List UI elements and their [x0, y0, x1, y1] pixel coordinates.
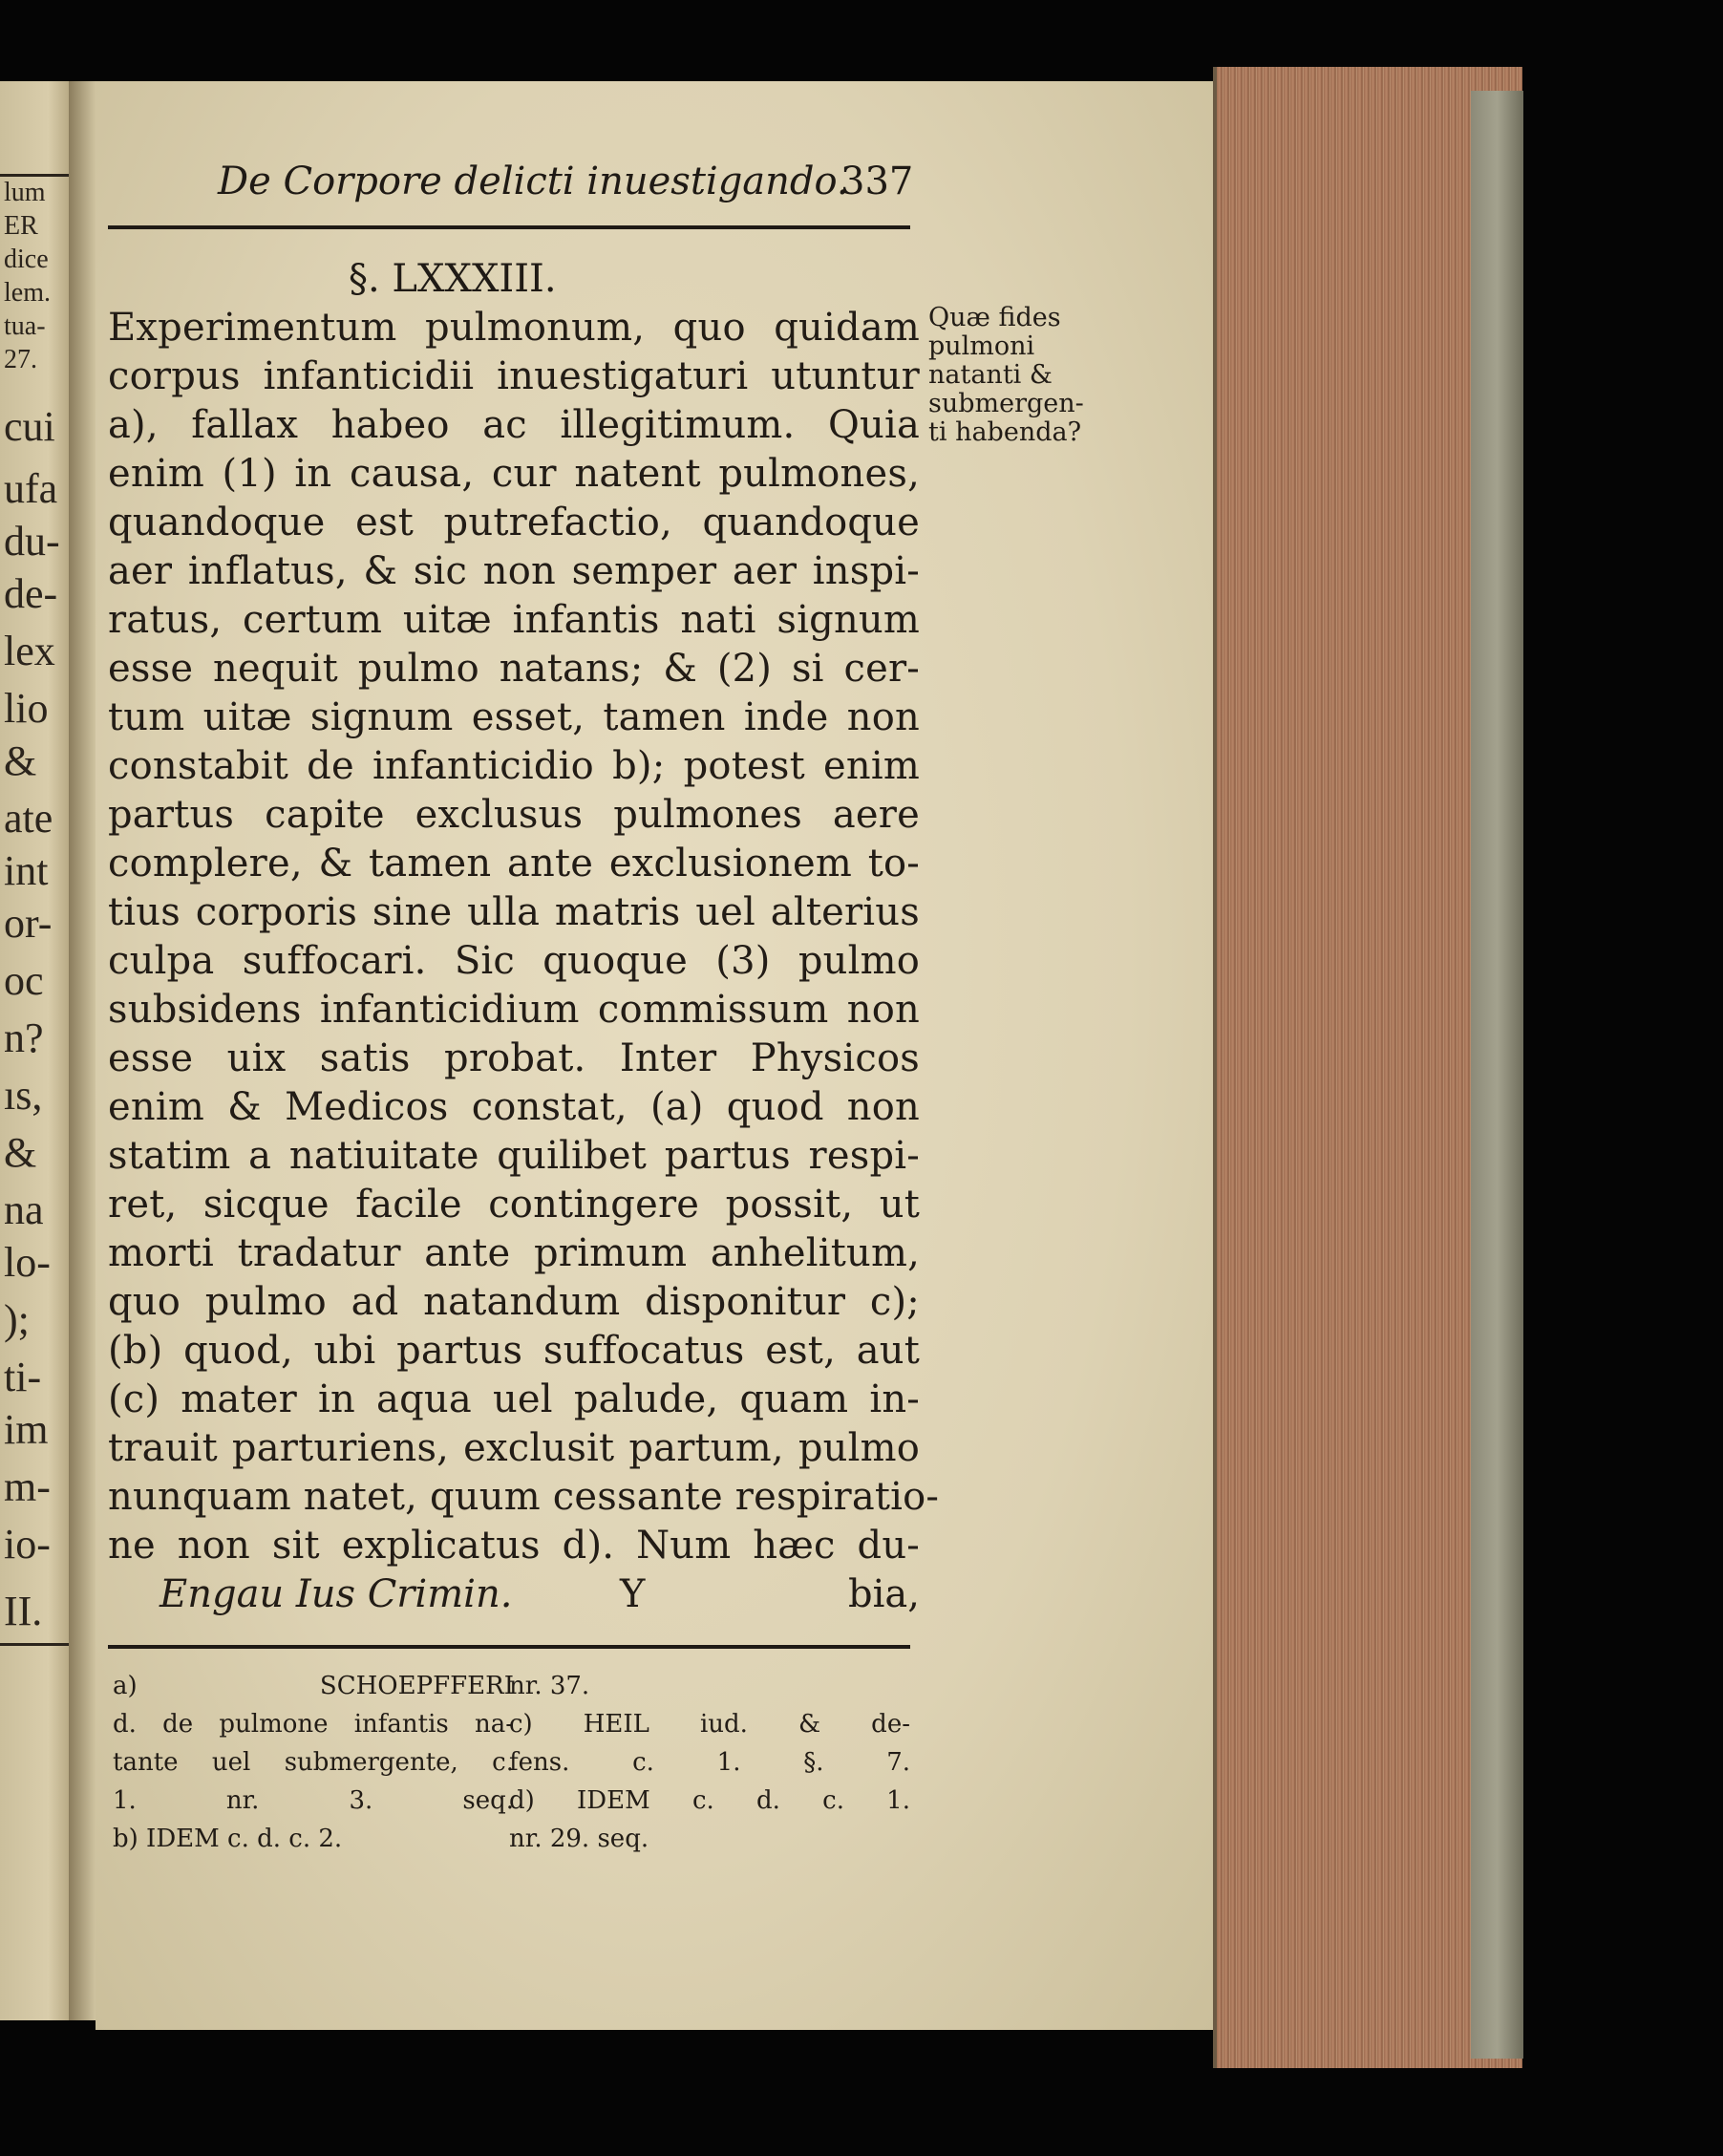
previous-page-fragment: m-	[4, 1463, 51, 1510]
text-line: enim & Medicos constat, (a) quod non	[108, 1085, 920, 1129]
footnote-line: a) SCHOEPFFERI	[113, 1672, 514, 1700]
text-line: tum uitæ signum esset, tamen inde non	[108, 695, 920, 739]
previous-page-fragment: or-	[4, 900, 53, 947]
previous-page-fragment: &	[4, 1129, 37, 1176]
text-line: ne non sit explicatus d). Num hæc du-	[108, 1524, 920, 1568]
previous-page-fragment: dice	[4, 245, 49, 274]
text-line: Experimentum pulmonum, quo quidam	[108, 306, 920, 350]
footnote-line: tante uel submergente, c.	[113, 1748, 514, 1777]
previous-page-fragment: II.	[4, 1588, 43, 1634]
margin-note	[928, 304, 1100, 447]
previous-page-fragment: ıs,	[4, 1072, 43, 1119]
previous-page-fragment: lex	[4, 628, 55, 674]
gutter	[69, 81, 96, 2020]
previous-page-fragment: du-	[4, 518, 60, 565]
signature-line	[108, 1570, 920, 1619]
page-number: 337	[840, 160, 914, 203]
footnote-line: d. de pulmone infantis na-	[113, 1710, 514, 1739]
margin-note-line: ti habenda?	[928, 417, 1082, 447]
footnote-line: nr. 29. seq.	[509, 1825, 649, 1853]
text-line: quo pulmo ad natandum disponitur c);	[108, 1280, 920, 1324]
previous-page-edge	[0, 81, 69, 2020]
previous-page-fragment: na	[4, 1186, 44, 1233]
text-line: morti tradatur ante primum anhelitum,	[108, 1231, 920, 1275]
footnotes-left	[113, 1667, 514, 1858]
previous-page-fragment: oc	[4, 957, 44, 1004]
previous-page-fragment: de-	[4, 570, 58, 617]
text-line: a), fallax habeo ac illegitimum. Quia	[108, 403, 920, 447]
cover-edge	[1471, 91, 1523, 2059]
section-heading: §. LXXXIII.	[349, 257, 557, 301]
text-line: trauit parturiens, exclusit partum, pulmo	[108, 1426, 920, 1470]
signature-mark: Y	[620, 1572, 646, 1616]
previous-page-rule	[0, 1643, 69, 1646]
body-text	[108, 304, 940, 1619]
text-line: esse uix satis probat. Inter Physicos	[108, 1036, 920, 1080]
previous-page-fragment: lem.	[4, 278, 51, 308]
footnote-line: 1. nr. 3. seq.	[113, 1786, 514, 1815]
running-head: De Corpore delicti inuestigando.	[218, 160, 849, 203]
previous-page-fragment: tua-	[4, 311, 46, 341]
footnotes-right	[509, 1667, 910, 1858]
text-line: ratus, certum uitæ infantis nati signum	[108, 598, 920, 642]
text-line: (c) mater in aqua uel palude, quam in-	[108, 1377, 920, 1421]
header-rule	[108, 225, 910, 229]
text-line: ret, sicque facile contingere possit, ut	[108, 1183, 920, 1227]
margin-note-line: pulmoni	[928, 331, 1035, 361]
text-line: aer inflatus, & sic non semper aer inspi-	[108, 549, 920, 593]
previous-page-fragment: cui	[4, 403, 55, 450]
previous-page-fragment: &	[4, 737, 37, 784]
text-line: nunquam natet, quum cessante respiratio-	[108, 1475, 940, 1519]
text-line: partus capite exclusus pulmones aere	[108, 793, 920, 837]
previous-page-fragment: int	[4, 847, 49, 894]
footnote-line: c) HEIL iud. & de-	[509, 1710, 910, 1739]
signature-title: Engau Ius Crimin.	[160, 1572, 513, 1616]
previous-page-fragment: lum	[4, 178, 46, 207]
previous-page-fragment: ate	[4, 795, 53, 842]
text-line: constabit de infanticidio b); potest enim	[108, 744, 920, 788]
previous-page-fragment: lio	[4, 685, 49, 732]
previous-page-fragment: ER	[4, 211, 38, 241]
footnote-line: b) IDEM c. d. c. 2.	[113, 1825, 343, 1853]
text-line: statim a natiuitate quilibet partus respi-	[108, 1134, 920, 1178]
previous-page-fragment: ufa	[4, 465, 58, 512]
footnote-line: d) IDEM c. d. c. 1.	[509, 1786, 910, 1815]
previous-page-fragment: im	[4, 1406, 49, 1453]
margin-note-line: submergen-	[928, 389, 1084, 418]
text-line: esse nequit pulmo natans; & (2) si cer-	[108, 647, 920, 691]
margin-note-line: natanti &	[928, 360, 1053, 390]
text-line: complere, & tamen ante exclusionem to-	[108, 842, 920, 886]
text-line: tius corporis sine ulla matris uel alterius	[108, 890, 920, 934]
previous-page-fragment: n?	[4, 1014, 44, 1061]
text-line: subsidens infanticidium commissum non	[108, 988, 920, 1032]
footnote-line: fens. c. 1. §. 7.	[509, 1748, 910, 1777]
previous-page-fragment: lo-	[4, 1239, 51, 1286]
previous-page-rule	[0, 174, 69, 177]
margin-note-line: Quæ fides	[928, 303, 1061, 332]
previous-page-fragment: 27.	[4, 345, 37, 374]
text-line: enim (1) in causa, cur natent pulmones,	[108, 452, 920, 496]
text-line: culpa suffocari. Sic quoque (3) pulmo	[108, 939, 920, 983]
previous-page-fragment: );	[4, 1296, 30, 1343]
footnote-line: nr. 37.	[509, 1672, 590, 1700]
footnote-rule	[108, 1645, 910, 1649]
text-line: corpus infanticidii inuestigaturi utuntur	[108, 354, 920, 398]
text-line: quandoque est putrefactio, quandoque	[108, 501, 920, 544]
previous-page-fragment: io-	[4, 1521, 51, 1568]
catchword: bia,	[848, 1572, 920, 1616]
previous-page-fragment: ti-	[4, 1354, 42, 1400]
text-line: (b) quod, ubi partus suffocatus est, aut	[108, 1329, 920, 1373]
